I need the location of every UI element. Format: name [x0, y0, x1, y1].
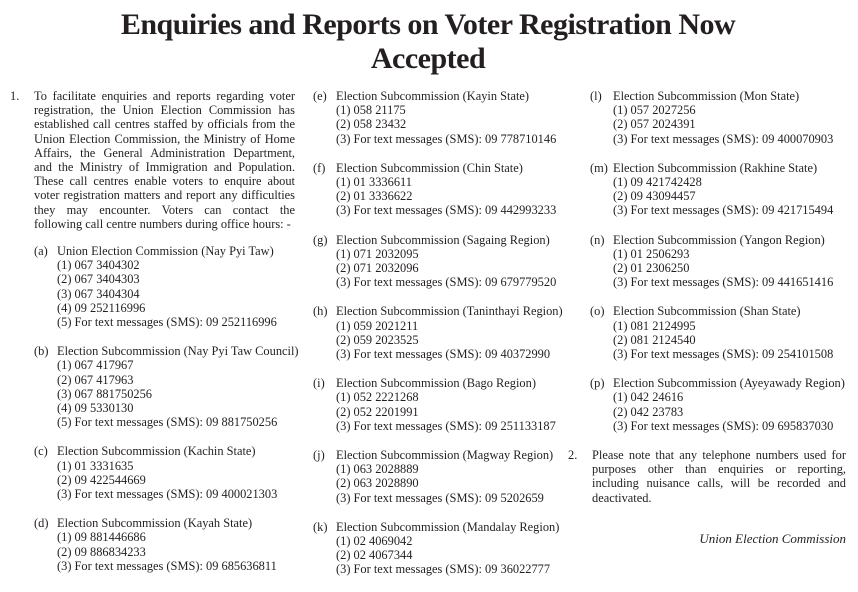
- phone-line: (2) 058 23432: [336, 117, 407, 132]
- section-body: [613, 304, 846, 361]
- phone-line: (3) For text messages (SMS): 09 40372990: [336, 347, 551, 362]
- phone-line: (2) 052 2201991: [336, 404, 419, 419]
- phone-line: (1) 09 421742428: [613, 175, 702, 190]
- phone-line: (2) 057 2024391: [613, 117, 696, 132]
- phone-line: (1) 081 2124995: [613, 318, 696, 333]
- phone-line: (3) For text messages (SMS): 09 442993233: [336, 203, 557, 218]
- section-heading: Election Subcommission (Ayeyawady Region): [613, 376, 845, 391]
- column-2: [313, 89, 563, 592]
- section-label: (p): [590, 376, 605, 391]
- phone-line: (3) For text messages (SMS): 09 679779520: [336, 275, 557, 290]
- section-label: (h): [313, 304, 328, 319]
- phone-line: (1) 02 4069042: [336, 534, 413, 549]
- phone-line: (2) 067 3404303: [57, 272, 140, 287]
- contact-section-d: [34, 516, 295, 573]
- phone-line: (1) 01 3336611: [336, 175, 412, 190]
- contact-section-o: [590, 304, 846, 361]
- section-heading: Election Subcommission (Bago Region): [336, 376, 536, 391]
- section-body: [336, 376, 563, 433]
- phone-line: (2) 063 2028890: [336, 476, 419, 491]
- phone-line: (3) For text messages (SMS): 09 400070903: [613, 131, 834, 146]
- section-label: (b): [34, 344, 49, 359]
- section-body: [57, 344, 299, 429]
- phone-line: (3) For text messages (SMS): 09 5202659: [336, 490, 544, 505]
- section-label: (f): [313, 160, 326, 175]
- phone-line: (2) 01 2306250: [613, 261, 690, 276]
- section-heading: Election Subcommission (Kayah State): [57, 516, 253, 531]
- phone-line: (1) 09 881446686: [57, 530, 146, 545]
- section-label: (n): [590, 232, 605, 247]
- phone-line: (3) 067 881750256: [57, 386, 152, 401]
- phone-line: (3) For text messages (SMS): 09 400021303: [57, 487, 278, 502]
- document-body: [10, 89, 846, 592]
- contact-section-m: [590, 161, 846, 218]
- phone-line: (1) 067 3404302: [57, 258, 140, 273]
- phone-line: (5) For text messages (SMS): 09 881750256: [57, 415, 278, 430]
- contact-section-p: [590, 376, 846, 433]
- phone-line: (2) 09 886834233: [57, 544, 146, 559]
- signature: Union Election Commission: [699, 530, 846, 546]
- phone-line: (1) 042 24616: [613, 390, 684, 405]
- phone-line: (1) 063 2028889: [336, 462, 419, 477]
- phone-line: (3) For text messages (SMS): 09 685636811: [57, 558, 277, 573]
- contact-section-b: [34, 344, 299, 430]
- section-heading: Election Subcommission (Mon State): [613, 89, 800, 103]
- section-body: [613, 89, 846, 146]
- contact-section-e: [313, 89, 563, 146]
- section-body: [336, 304, 563, 361]
- phone-line: (4) 09 5330130: [57, 401, 134, 416]
- phone-line: (3) For text messages (SMS): 09 251133187: [336, 418, 556, 433]
- phone-line: (3) For text messages (SMS): 09 695837030: [613, 418, 834, 433]
- section-body: [613, 376, 846, 433]
- section-body: [336, 89, 563, 146]
- section-body: [336, 233, 563, 290]
- section-body: [57, 244, 295, 329]
- phone-line: (1) 01 3331635: [57, 458, 134, 473]
- contact-section-c: [34, 444, 295, 501]
- note-text: Please note that any telephone numbers used for purposes other than enquiries or reporting, including nuisance calls, will be recorded and deactivated.: [592, 448, 846, 505]
- intro-text: To facilitate enquiries and reports regarding voter registration, the Union Election Commission has established call centres staffed by officials from the Union Election Commission, the Ministry of Home Affairs, the General Administration Department, and the Ministry of Immigration and Population. These call centres enable voters to enquire about voter registration matters and report any difficulties they may encounter. Voters can contact the following call centre numbers during office hours: -: [34, 89, 295, 231]
- section-label: (m): [590, 160, 608, 175]
- section-label: (j): [313, 448, 325, 463]
- phone-line: (2) 071 2032096: [336, 261, 419, 276]
- phone-line: (2) 02 4067344: [336, 548, 413, 563]
- section-heading: Union Election Commission (Nay Pyi Taw): [57, 244, 274, 259]
- phone-line: (1) 071 2032095: [336, 246, 419, 261]
- section-body: [336, 161, 563, 218]
- section-label: (l): [590, 89, 602, 103]
- section-label: (c): [34, 444, 48, 459]
- section-label: (o): [590, 304, 605, 319]
- phone-line: (1) 058 21175: [336, 103, 406, 118]
- section-body: [613, 233, 846, 290]
- section-label: (k): [313, 519, 328, 534]
- phone-line: (2) 09 43094457: [613, 189, 696, 204]
- section-heading: Election Subcommission (Sagaing Region): [336, 232, 550, 247]
- section-heading: Election Subcommission (Yangon Region): [613, 232, 825, 247]
- phone-line: (2) 081 2124540: [613, 332, 696, 347]
- phone-line: (2) 067 417963: [57, 372, 134, 387]
- section-heading: Election Subcommission (Magway Region): [336, 448, 554, 463]
- note-number: 2.: [568, 448, 578, 463]
- contact-section-k: [313, 520, 563, 577]
- phone-line: (3) For text messages (SMS): 09 421715494: [613, 203, 834, 218]
- contact-section-h: [313, 304, 563, 361]
- section-body: [613, 161, 846, 218]
- phone-line: (3) For text messages (SMS): 09 441651416: [613, 275, 834, 290]
- section-heading: Election Subcommission (Chin State): [336, 160, 523, 175]
- page-title: Enquiries and Reports on Voter Registration Now Accepted: [120, 8, 736, 75]
- note-item: [568, 448, 846, 505]
- contact-section-f: [313, 161, 563, 218]
- phone-line: (1) 067 417967: [57, 358, 134, 373]
- section-label: (g): [313, 232, 328, 247]
- phone-line: (2) 059 2023525: [336, 332, 419, 347]
- section-body: [336, 448, 563, 505]
- phone-line: (2) 01 3336622: [336, 189, 413, 204]
- phone-line: (3) For text messages (SMS): 09 36022777: [336, 562, 551, 577]
- phone-line: (5) For text messages (SMS): 09 252116996: [57, 315, 277, 330]
- column-3: [568, 89, 846, 592]
- phone-line: (1) 059 2021211: [336, 318, 419, 333]
- phone-line: (1) 052 2221268: [336, 390, 419, 405]
- column-3-sections: [590, 89, 846, 433]
- section-heading: Election Subcommission (Kayin State): [336, 89, 530, 103]
- contact-section-l: [590, 89, 846, 146]
- column-1-sections: [34, 244, 299, 573]
- phone-line: (4) 09 252116996: [57, 300, 146, 315]
- section-heading: Election Subcommission (Shan State): [613, 304, 801, 319]
- contact-section-n: [590, 233, 846, 290]
- intro-item: [10, 89, 295, 231]
- phone-line: (3) 067 3404304: [57, 286, 140, 301]
- section-label: (i): [313, 376, 325, 391]
- phone-line: (2) 09 422544669: [57, 472, 146, 487]
- section-heading: Election Subcommission (Taninthayi Region): [336, 304, 563, 319]
- section-heading: Election Subcommission (Rakhine State): [613, 160, 818, 175]
- section-heading: Election Subcommission (Mandalay Region): [336, 519, 560, 534]
- phone-line: (1) 01 2506293: [613, 246, 690, 261]
- section-body: [336, 520, 563, 577]
- section-label: (d): [34, 516, 49, 531]
- phone-line: (1) 057 2027256: [613, 103, 696, 118]
- section-body: [57, 516, 295, 573]
- contact-section-j: [313, 448, 563, 505]
- section-label: (e): [313, 89, 327, 103]
- phone-line: (3) For text messages (SMS): 09 254101508: [613, 347, 834, 362]
- contact-section-i: [313, 376, 563, 433]
- phone-line: (2) 042 23783: [613, 404, 684, 419]
- section-body: [57, 444, 295, 501]
- section-heading: Election Subcommission (Nay Pyi Taw Council): [57, 344, 299, 359]
- section-label: (a): [34, 244, 48, 259]
- intro-number: 1.: [10, 89, 20, 103]
- contact-section-a: [34, 244, 295, 329]
- column-1: [10, 89, 299, 592]
- phone-line: (3) For text messages (SMS): 09 778710146: [336, 131, 557, 146]
- contact-section-g: [313, 233, 563, 290]
- section-heading: Election Subcommission (Kachin State): [57, 444, 256, 459]
